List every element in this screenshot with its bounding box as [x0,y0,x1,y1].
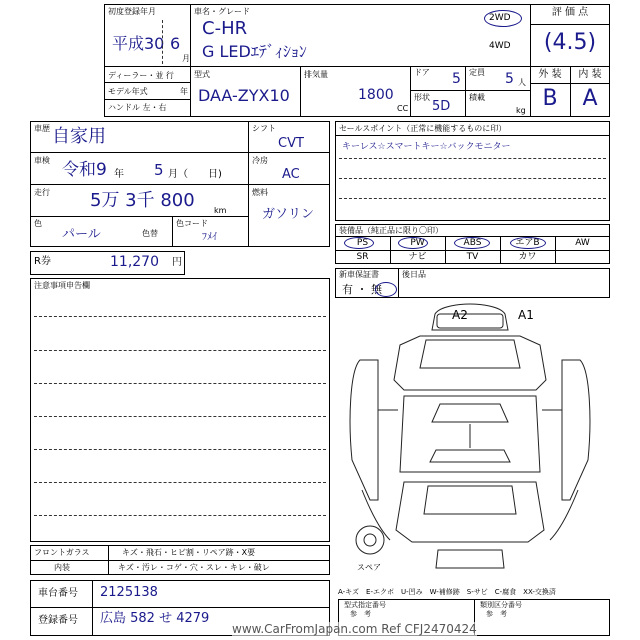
type-label: 型式 [194,70,210,79]
shift-value: CVT [278,136,304,151]
fuel-value: ガソリン [262,207,315,222]
inspection-label: 車検 [34,156,50,165]
warranty-value: 有 ・ 無 [342,283,382,296]
inspection-month-day: 月（ 日) [168,169,222,180]
dealer-label: ディーラー・並 行 [108,71,174,80]
type-value: DAA-ZYX10 [198,86,290,105]
shape-label: 形状 [414,93,430,102]
ps-circle [344,237,374,249]
chassis-label: 車台番号 [38,588,78,599]
warranty-circle [375,282,397,297]
abs-circle [454,237,490,249]
notes-box [30,278,330,542]
equip-leather: カワ [518,252,537,262]
shape-value: 5D [432,99,451,114]
mileage-label: 走行 [34,188,50,197]
drive-2wd: 2WD [489,13,511,23]
model-year-unit: 年 [180,87,188,96]
car-name: C-HR [202,18,248,39]
inspection-month: 5 [154,161,164,179]
equip-sr: SR [356,252,369,262]
equip-tv: TV [466,252,479,262]
mileage-value: 5万 3千 800 [90,190,195,211]
car-damage-diagram [340,300,610,580]
damage-codes: A-キズ E-エクボ U-凹み W-補修跡 S-サビ C-腐食 XX-交換済 [338,588,556,596]
kg-unit: kg [516,106,526,115]
sales-points-label: セールスポイント（正常に機能するものに印） [339,124,507,133]
interior-value: A [582,86,598,111]
door-value: 5 [452,71,461,87]
damage-a1: A1 [518,308,534,322]
equip-pw: PW [410,238,425,248]
type-designation-label: 型式指定番号 [344,601,386,609]
first-reg-era: 平成30 [112,34,165,53]
recycle-unit: 円 [172,257,182,268]
capacity-value: 5 [505,71,514,87]
inspection-year-unit: 年 [114,169,124,180]
damage-a2: A2 [452,308,468,322]
displacement-label: 排気量 [304,70,328,79]
front-glass-label: フロントガラス [34,548,90,557]
load-label: 積載 [469,93,485,102]
chassis-value: 2125138 [100,585,158,600]
ref-label-2: 参 考 [486,610,507,618]
inspection-era: 令和9 [62,160,107,180]
first-reg-label: 初度登録年月 [108,7,156,16]
interior-cond-label: 内装 [54,563,70,572]
km-unit: km [214,206,227,215]
interior-label: 内 装 [578,69,602,80]
equip-ps: PS [356,238,369,248]
class-label: 類別区分番号 [480,601,522,609]
usage-value: 自家用 [52,126,106,147]
sales-point-1: キーレス☆スマートキー☆バックモニター [342,142,511,152]
sales-points-box [335,121,610,221]
color-code-value: ﾌﾒｲ [202,232,217,243]
reg-label: 登録番号 [38,615,78,626]
equip-navi: ナビ [408,252,427,262]
color-value: パール [62,227,101,242]
handle-label: ハンドル 左・右 [108,103,167,112]
capacity-label: 定員 [469,68,485,77]
month-unit: 月 [182,54,190,63]
exterior-label: 外 装 [538,69,562,80]
ac-value: AC [282,167,300,182]
pw-circle [398,237,428,249]
equipment-label: 装備品（純正品に限り〇印） [339,226,443,235]
model-year-label: モデル年式 [108,87,148,96]
recycle-box [30,251,185,275]
interior-cond-value: キズ・汚レ・コゲ・穴・スレ・キレ・破レ [118,563,270,572]
cc-unit: CC [397,104,409,113]
score: (4.5) [543,30,597,55]
airbag-circle [510,237,546,249]
color-label: 色 [34,219,42,228]
watermark: www.CarFromJapan.com Ref CFJ2470424 [232,622,477,636]
door-label: ドア [414,68,430,77]
displacement-value: 1800 [358,87,394,103]
car-name-label: 車名・グレード [194,7,250,16]
grade-label: 評 価 点 [551,7,589,18]
first-reg-month: 6 [170,34,181,53]
warranty-label: 新車保証書 [339,270,379,279]
color-swap-label: 色替 [142,229,158,238]
equip-abs: ABS [463,238,482,248]
grade: G LEDｴﾃﾞｨｼｮﾝ [202,42,307,61]
capacity-unit: 人 [518,78,526,87]
exterior-value: B [542,86,558,111]
ref-label-1: 参 考 [350,610,371,618]
equip-aw: AW [575,238,590,248]
usage-label: 車歴 [34,124,50,133]
shift-label: シフト [252,124,276,133]
spare-label: スペア [357,563,381,572]
front-glass-value: キズ・飛石・ヒビ割・リペア跡・X要 [122,548,256,557]
notes-label: 注意事項申告欄 [34,281,90,290]
ac-label: 冷房 [252,156,268,165]
color-code-label: 色コード [176,219,208,228]
fuel-label: 燃料 [252,188,268,197]
after-label: 後日品 [402,270,426,279]
recycle-label: R券 [34,256,51,267]
equip-airbag: エアB [515,238,540,248]
reg-value: 広島 582 せ 4279 [100,611,210,626]
drive-4wd: 4WD [489,41,511,51]
recycle-value: 11,270 [110,254,159,270]
